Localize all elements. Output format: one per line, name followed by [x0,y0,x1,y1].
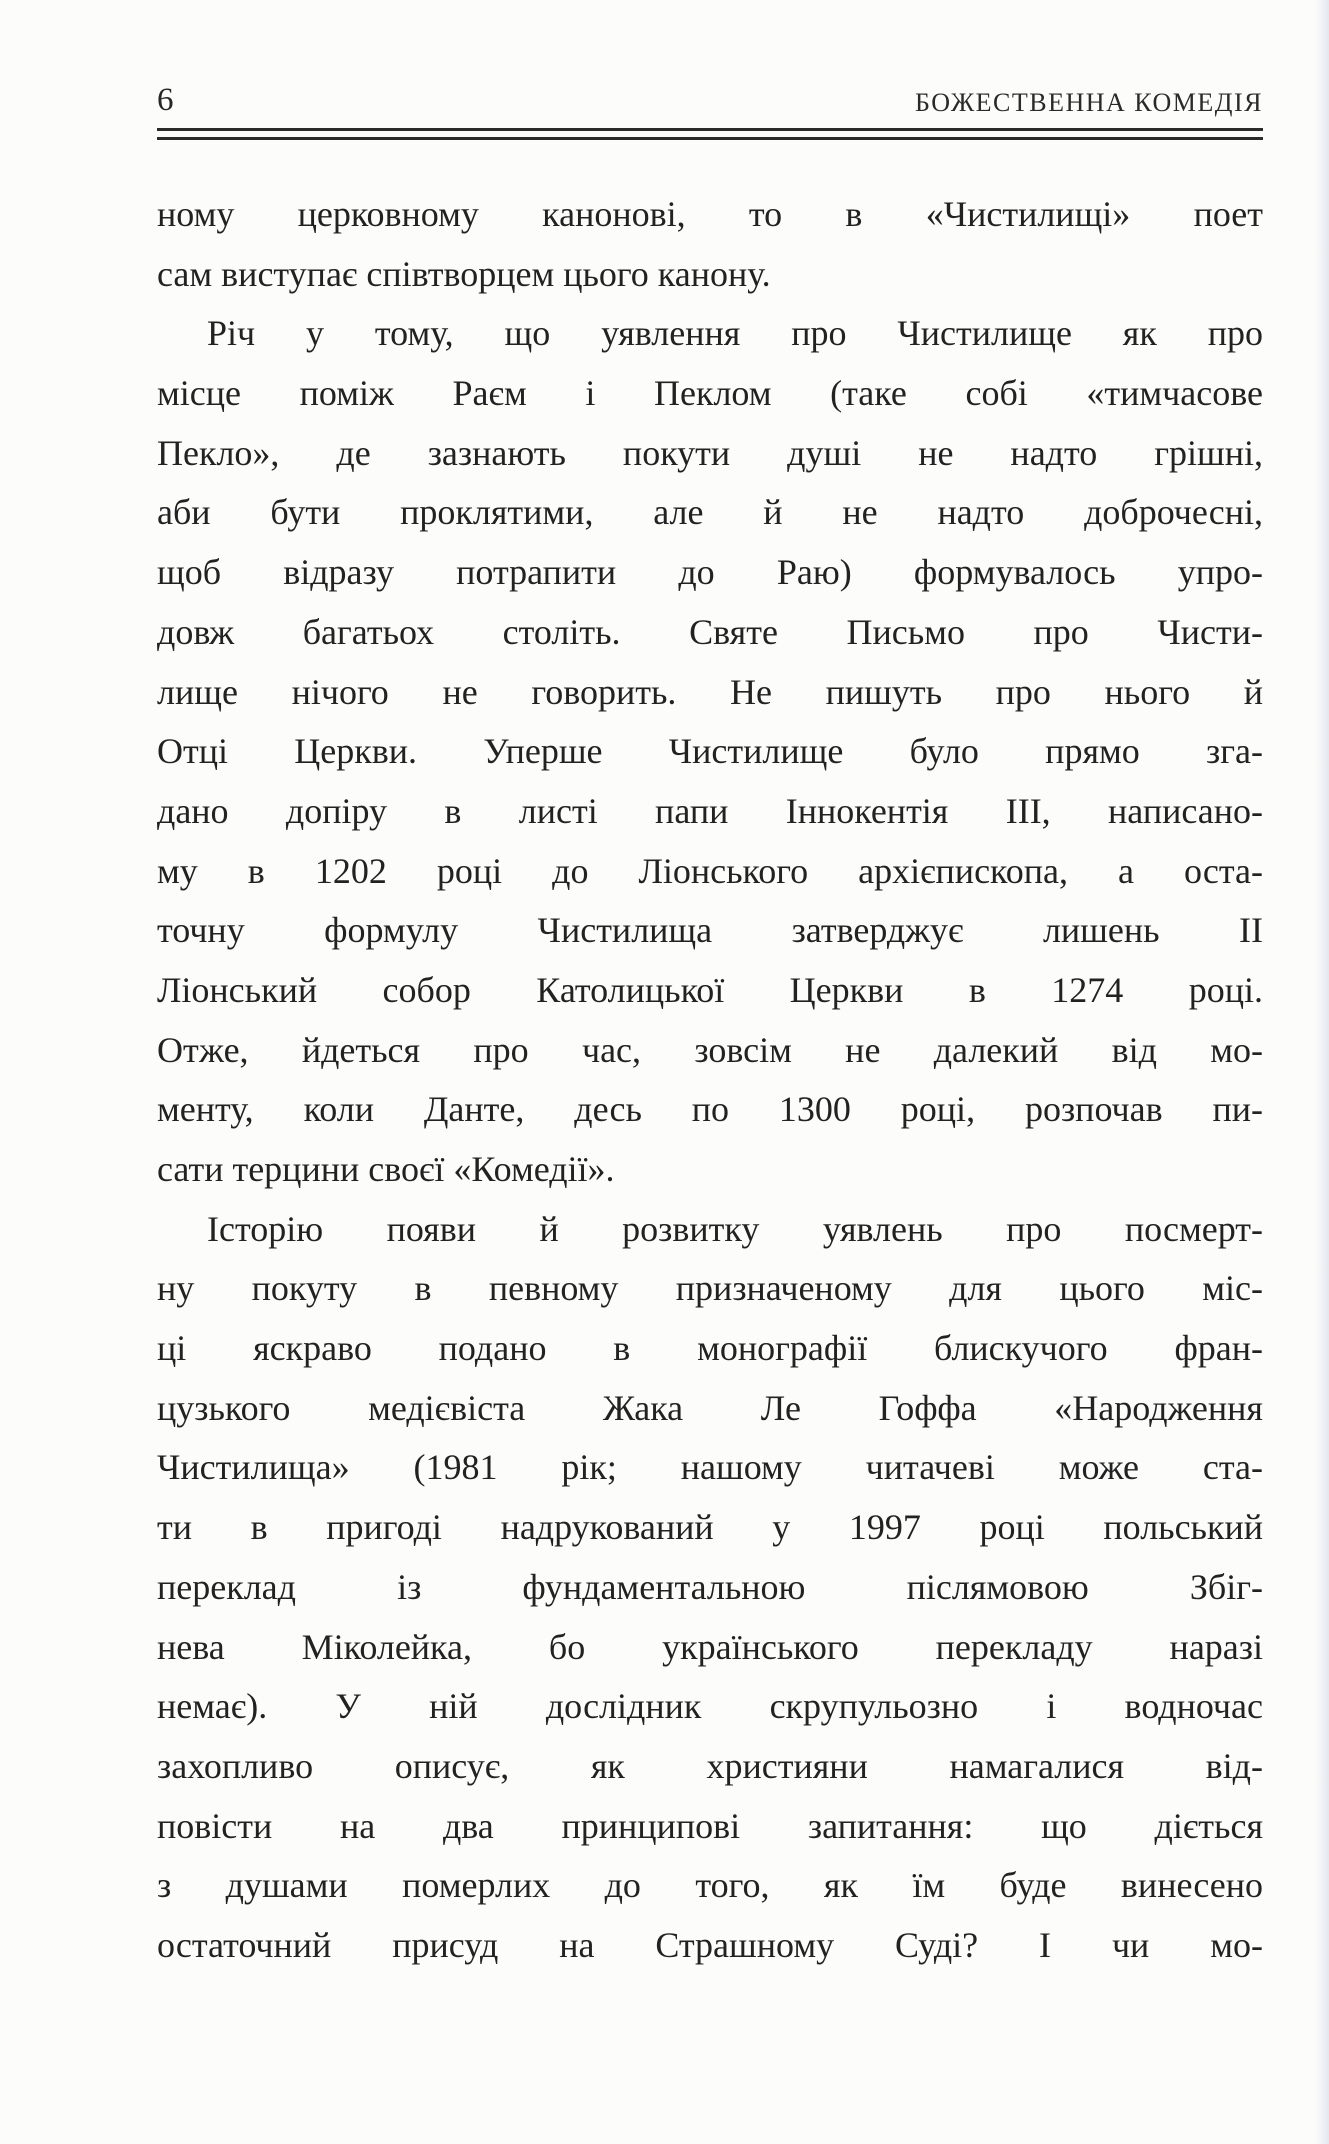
text-line: аби бути проклятими, але й не надто доброчесні, [157,492,1263,533]
page-number: 6 [157,82,174,118]
text-line: ти в пригоді надрукований у 1997 році польський [157,1507,1263,1548]
text-line: повісти на два принципові запитання: що діється [157,1805,1263,1846]
text-line: Пекло», де зазнають покути душі не надто грішні, [157,432,1263,473]
text-line: ному церковному канонові, то в «Чистилищі» поет [157,194,1263,234]
text-line: точну формулу Чистилища затверджує лишень ІІ [157,910,1263,951]
text-line: ну покуту в певному призначеному для цього міс- [157,1268,1263,1309]
text-line: Ліонський собор Католицької Церкви в 1274 році. [157,969,1263,1010]
book-title: БОЖЕСТВЕННА КОМЕДІЯ [914,88,1263,117]
text-line-paragraph-start: Історію появи й розвитку уявлень про посмерт- [207,1208,1263,1249]
running-head [157,82,1263,118]
text-line: цузького медієвіста Жака Ле Гоффа «Народження [157,1387,1263,1428]
text-line: захопливо описує, як християни намагалися від- [157,1745,1263,1786]
text-line: з душами померлих до того, як їм буде винесено [157,1865,1263,1906]
text-line-paragraph-end: сам виступає співтворцем цього канону. [157,253,771,294]
text-line: немає). У ній дослідник скрупульозно і водночас [157,1686,1263,1727]
text-line: дано допіру в листі папи Іннокентія ІІІ, написано- [157,790,1263,831]
text-line: ці яскраво подано в монографії блискучого фран- [157,1328,1263,1369]
text-line: му в 1202 році до Ліонського архієпископа, а оста- [157,850,1263,891]
header-double-rule [157,128,1263,140]
text-line: Отці Церкви. Уперше Чистилище було прямо зга- [157,731,1263,772]
body-text [157,185,1263,1976]
text-line: довж багатьох століть. Святе Письмо про Чисти- [157,611,1263,652]
text-line: лище нічого не говорить. Не пишуть про нього й [157,671,1263,712]
text-line: Отже, йдеться про час, зовсім не далекий від мо- [157,1029,1263,1070]
text-line: переклад із фундаментальною післямовою Збіг- [157,1566,1263,1607]
text-line-paragraph-start: Річ у тому, що уявлення про Чистилище як про [207,313,1263,354]
text-line: щоб відразу потрапити до Раю) формувалось упро- [157,552,1263,593]
text-line: місце поміж Раєм і Пеклом (таке собі «тимчасове [157,373,1263,414]
text-line: нева Міколейка, бо українського перекладу наразі [157,1626,1263,1667]
text-line: остаточний присуд на Страшному Суді? І чи мо- [157,1924,1263,1965]
text-line-paragraph-end: сати терцини своєї «Комедії». [157,1149,615,1189]
page-edge-shadow [1315,0,1329,2144]
text-line: Чистилища» (1981 рік; нашому читачеві може ста- [157,1447,1263,1488]
text-line: менту, коли Данте, десь по 1300 році, розпочав пи- [157,1089,1263,1130]
